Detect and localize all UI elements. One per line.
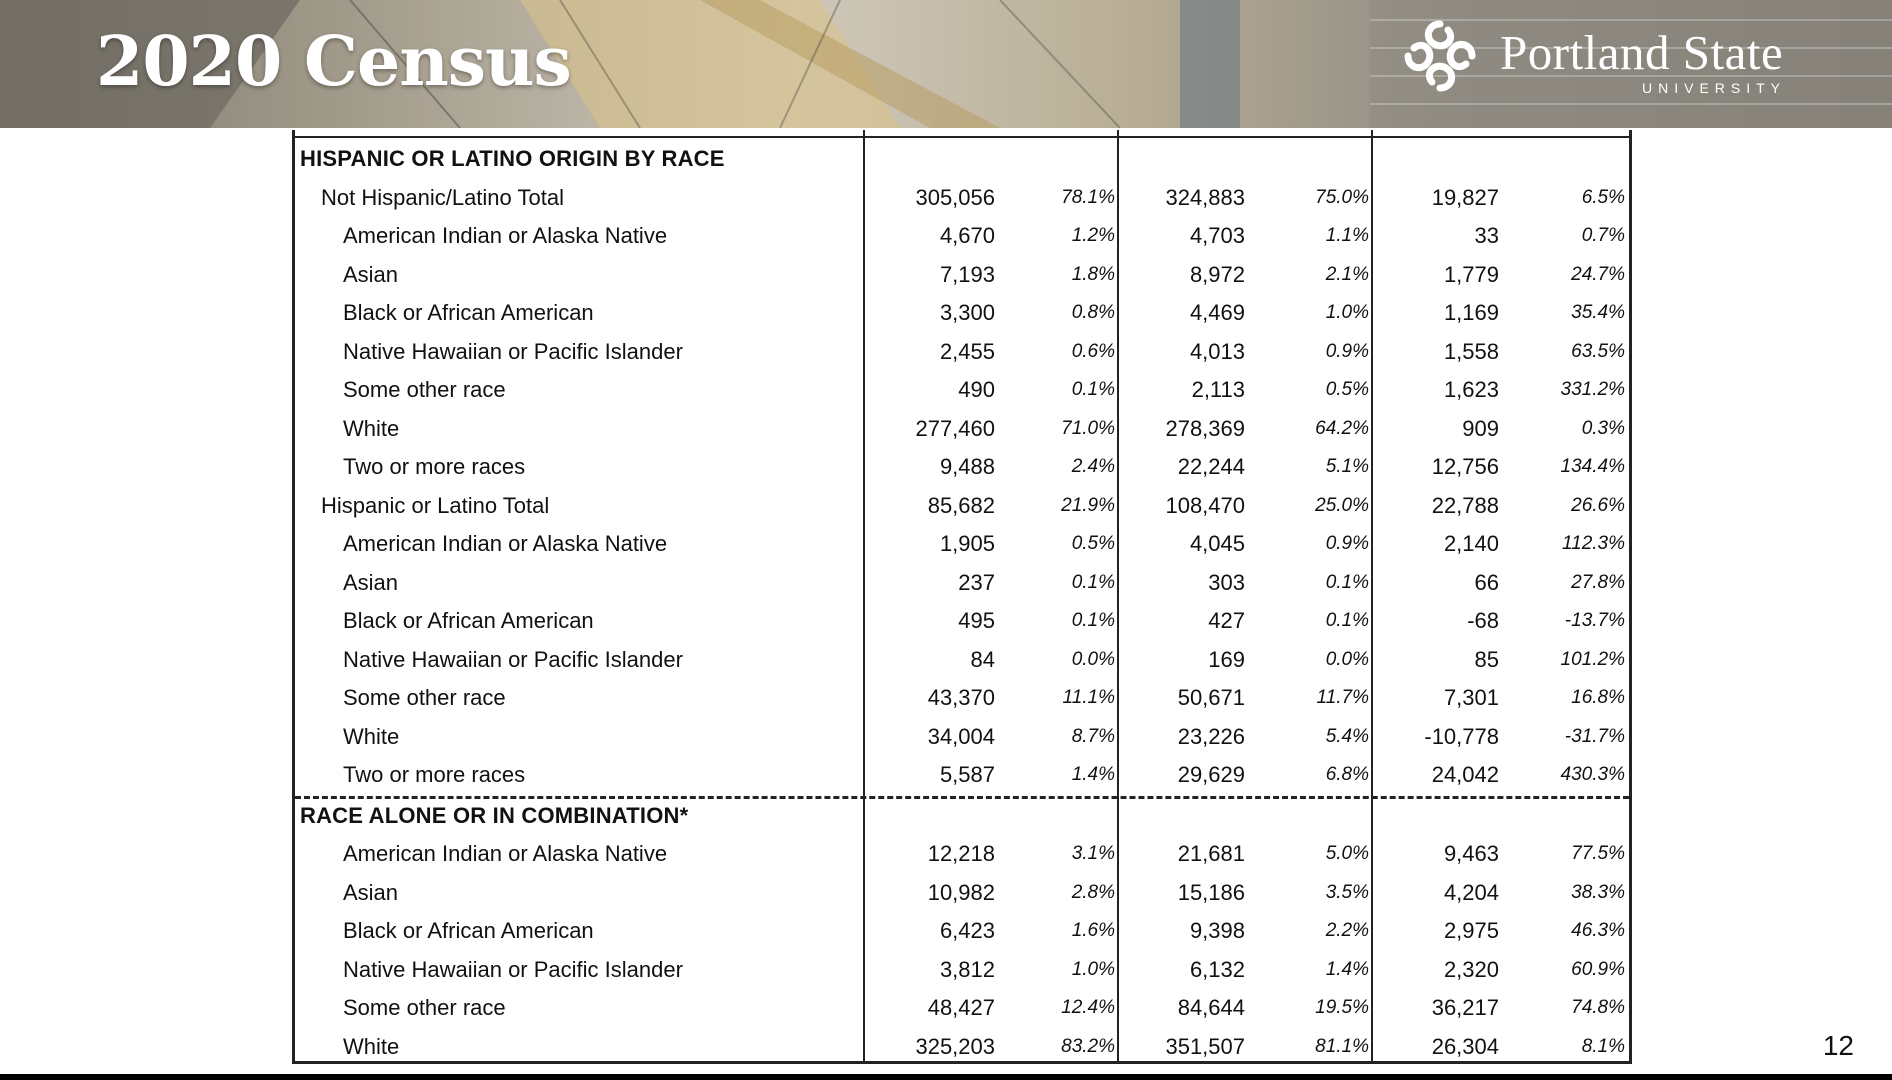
value-cell: 84	[970, 646, 995, 672]
table-row	[295, 525, 1629, 564]
table-row	[295, 294, 1629, 333]
percent-cell: 0.3%	[1581, 417, 1625, 439]
percent-cell: 134.4%	[1560, 456, 1625, 478]
percent-cell: -31.7%	[1564, 725, 1625, 747]
table-row	[295, 602, 1629, 641]
row-label: Asian	[343, 261, 399, 287]
value-cell: 6,132	[1189, 956, 1245, 982]
value-cell: 2,320	[1443, 956, 1499, 982]
university-brand	[1396, 16, 1816, 106]
value-cell: -68	[1467, 608, 1499, 634]
percent-cell: 74.8%	[1571, 997, 1625, 1019]
percent-cell: 6.5%	[1581, 186, 1625, 208]
value-cell: 277,460	[915, 415, 995, 441]
percent-cell: 101.2%	[1560, 648, 1625, 670]
row-label: Black or African American	[343, 608, 594, 634]
percent-cell: 1.0%	[1071, 958, 1115, 980]
value-cell: 6,423	[939, 918, 995, 944]
value-cell: 50,671	[1177, 685, 1245, 711]
percent-cell: 27.8%	[1571, 571, 1625, 593]
value-cell: 3,300	[939, 300, 995, 326]
percent-cell: 78.1%	[1061, 186, 1115, 208]
table-row	[295, 718, 1629, 757]
row-label: Hispanic or Latino Total	[321, 492, 550, 518]
brand-subtitle: UNIVERSITY	[1642, 80, 1787, 96]
value-cell: 8,972	[1189, 261, 1245, 287]
percent-cell: 0.7%	[1581, 225, 1625, 247]
value-cell: 351,507	[1165, 1033, 1245, 1059]
percent-cell: 0.0%	[1325, 648, 1369, 670]
table-row	[295, 256, 1629, 295]
row-label: Some other race	[343, 685, 506, 711]
value-cell: 237	[958, 569, 995, 595]
value-cell: 2,113	[1191, 377, 1245, 403]
value-cell: 29,629	[1177, 762, 1245, 788]
value-cell: 2,455	[939, 338, 995, 364]
value-cell: 1,779	[1443, 261, 1499, 287]
percent-cell: 75.0%	[1315, 186, 1369, 208]
value-cell: 10,982	[927, 879, 995, 905]
value-cell: 2,140	[1443, 531, 1499, 557]
value-cell: 22,788	[1431, 492, 1499, 518]
table-row	[295, 487, 1629, 526]
header-banner	[0, 0, 1892, 128]
row-label: Asian	[343, 879, 399, 905]
value-cell: 24,042	[1431, 762, 1499, 788]
percent-cell: 3.1%	[1071, 843, 1115, 865]
value-cell: 22,244	[1177, 454, 1245, 480]
value-cell: 4,013	[1189, 338, 1245, 364]
percent-cell: 5.4%	[1325, 725, 1369, 747]
percent-cell: 0.1%	[1071, 571, 1115, 593]
percent-cell: 21.9%	[1061, 494, 1115, 516]
percent-cell: 24.7%	[1571, 263, 1625, 285]
row-label: Not Hispanic/Latino Total	[321, 184, 564, 210]
percent-cell: 81.1%	[1315, 1035, 1369, 1057]
section-header-row	[295, 140, 1629, 179]
percent-cell: 8.7%	[1071, 725, 1115, 747]
percent-cell: 2.2%	[1325, 920, 1369, 942]
percent-cell: 0.8%	[1071, 302, 1115, 324]
value-cell: 4,045	[1189, 531, 1245, 557]
percent-cell: 1.1%	[1325, 225, 1369, 247]
percent-cell: 1.2%	[1071, 225, 1115, 247]
row-label: Black or African American	[343, 918, 594, 944]
value-cell: 4,703	[1189, 223, 1245, 249]
value-cell: 4,670	[939, 223, 995, 249]
percent-cell: 1.4%	[1071, 764, 1115, 786]
percent-cell: 77.5%	[1571, 843, 1625, 865]
percent-cell: 71.0%	[1061, 417, 1115, 439]
value-cell: 1,558	[1443, 338, 1499, 364]
percent-cell: 0.5%	[1071, 533, 1115, 555]
row-label: American Indian or Alaska Native	[343, 223, 668, 249]
value-cell: 2,975	[1443, 918, 1499, 944]
value-cell: 5,587	[939, 762, 995, 788]
value-cell: 19,827	[1431, 184, 1499, 210]
value-cell: -10,778	[1424, 723, 1499, 749]
row-label: Asian	[343, 569, 399, 595]
value-cell: 169	[1208, 646, 1245, 672]
percent-cell: 16.8%	[1571, 687, 1625, 709]
percent-cell: 331.2%	[1560, 379, 1625, 401]
page-number: 12	[1822, 1030, 1854, 1061]
row-label: Some other race	[343, 995, 506, 1021]
value-cell: 36,217	[1431, 995, 1499, 1021]
value-cell: 33	[1474, 223, 1499, 249]
percent-cell: 2.4%	[1071, 456, 1115, 478]
percent-cell: 3.5%	[1325, 881, 1369, 903]
percent-cell: 19.5%	[1315, 997, 1369, 1019]
value-cell: 23,226	[1177, 723, 1245, 749]
value-cell: 21,681	[1177, 841, 1245, 867]
bottom-bar	[0, 1074, 1892, 1080]
table-row	[295, 410, 1629, 449]
percent-cell: 11.7%	[1316, 687, 1369, 709]
row-label: American Indian or Alaska Native	[343, 841, 668, 867]
table-row	[295, 679, 1629, 718]
percent-cell: 0.1%	[1325, 571, 1369, 593]
percent-cell: 0.1%	[1071, 379, 1115, 401]
table-row	[295, 217, 1629, 256]
value-cell: 1,169	[1443, 300, 1499, 326]
value-cell: 325,203	[915, 1033, 995, 1059]
row-label: Two or more races	[343, 762, 526, 788]
census-table	[292, 130, 1632, 1064]
value-cell: 85	[1474, 646, 1499, 672]
value-cell: 12,756	[1431, 454, 1499, 480]
value-cell: 909	[1462, 415, 1499, 441]
percent-cell: 0.0%	[1071, 648, 1115, 670]
percent-cell: 1.4%	[1325, 958, 1369, 980]
row-label: Native Hawaiian or Pacific Islander	[343, 956, 683, 982]
percent-cell: 25.0%	[1315, 494, 1369, 516]
value-cell: 85,682	[927, 492, 995, 518]
value-cell: 324,883	[1165, 184, 1245, 210]
table-row	[295, 951, 1629, 990]
table-top-rule	[295, 136, 1629, 138]
percent-cell: 6.8%	[1325, 764, 1369, 786]
value-cell: 84,644	[1177, 995, 1245, 1021]
value-cell: 12,218	[927, 841, 995, 867]
percent-cell: 0.1%	[1071, 610, 1115, 632]
section-header-row	[295, 797, 1629, 836]
value-cell: 48,427	[927, 995, 995, 1021]
percent-cell: 0.9%	[1325, 340, 1369, 362]
percent-cell: 2.1%	[1325, 263, 1369, 285]
value-cell: 1,623	[1443, 377, 1499, 403]
percent-cell: 63.5%	[1571, 340, 1625, 362]
value-cell: 66	[1474, 569, 1499, 595]
percent-cell: 0.1%	[1325, 610, 1369, 632]
value-cell: 9,398	[1189, 918, 1245, 944]
value-cell: 4,469	[1189, 300, 1245, 326]
value-cell: 278,369	[1165, 415, 1245, 441]
value-cell: 3,812	[939, 956, 995, 982]
value-cell: 490	[958, 377, 995, 403]
page-title: 2020 Census	[96, 22, 571, 102]
section-title: HISPANIC OR LATINO ORIGIN BY RACE	[300, 146, 725, 172]
table-row	[295, 835, 1629, 874]
table-row	[295, 989, 1629, 1028]
value-cell: 7,301	[1443, 685, 1499, 711]
value-cell: 43,370	[927, 685, 995, 711]
row-label: White	[343, 723, 400, 749]
table-row	[295, 179, 1629, 218]
value-cell: 1,905	[939, 531, 995, 557]
percent-cell: 38.3%	[1571, 881, 1625, 903]
value-cell: 26,304	[1431, 1033, 1499, 1059]
row-label: Some other race	[343, 377, 506, 403]
percent-cell: 1.6%	[1071, 920, 1115, 942]
percent-cell: 112.3%	[1561, 533, 1625, 555]
row-label: Two or more races	[343, 454, 526, 480]
table-row	[295, 756, 1629, 795]
row-label: Native Hawaiian or Pacific Islander	[343, 646, 683, 672]
value-cell: 15,186	[1177, 879, 1245, 905]
table-row	[295, 912, 1629, 951]
value-cell: 4,204	[1443, 879, 1499, 905]
row-label: White	[343, 415, 400, 441]
percent-cell: 5.1%	[1325, 456, 1369, 478]
table-row	[295, 448, 1629, 487]
row-label: White	[343, 1033, 400, 1059]
psu-logo-icon	[1400, 16, 1480, 96]
table-row	[295, 1028, 1629, 1065]
value-cell: 305,056	[915, 184, 995, 210]
value-cell: 9,463	[1443, 841, 1499, 867]
percent-cell: 26.6%	[1571, 494, 1625, 516]
percent-cell: 5.0%	[1325, 843, 1369, 865]
percent-cell: 64.2%	[1315, 417, 1369, 439]
section-title: RACE ALONE OR IN COMBINATION*	[300, 802, 689, 828]
table-row	[295, 564, 1629, 603]
percent-cell: 12.4%	[1061, 997, 1115, 1019]
value-cell: 7,193	[939, 261, 995, 287]
percent-cell: 35.4%	[1571, 302, 1625, 324]
row-label: Native Hawaiian or Pacific Islander	[343, 338, 683, 364]
value-cell: 9,488	[939, 454, 995, 480]
value-cell: 108,470	[1165, 492, 1245, 518]
table-row	[295, 333, 1629, 372]
percent-cell: 1.8%	[1071, 263, 1115, 285]
percent-cell: -13.7%	[1564, 610, 1625, 632]
percent-cell: 60.9%	[1571, 958, 1625, 980]
percent-cell: 0.5%	[1325, 379, 1369, 401]
percent-cell: 2.8%	[1071, 881, 1115, 903]
table-row	[295, 874, 1629, 913]
value-cell: 427	[1208, 608, 1245, 634]
percent-cell: 83.2%	[1061, 1035, 1115, 1057]
percent-cell: 8.1%	[1581, 1035, 1625, 1057]
value-cell: 34,004	[927, 723, 995, 749]
percent-cell: 11.1%	[1062, 687, 1115, 709]
table-row	[295, 371, 1629, 410]
row-label: Black or African American	[343, 300, 594, 326]
value-cell: 303	[1208, 569, 1245, 595]
percent-cell: 1.0%	[1325, 302, 1369, 324]
row-label: American Indian or Alaska Native	[343, 531, 668, 557]
value-cell: 495	[958, 608, 995, 634]
percent-cell: 0.6%	[1071, 340, 1115, 362]
percent-cell: 430.3%	[1560, 764, 1625, 786]
brand-name: Portland State	[1500, 25, 1784, 80]
table-row	[295, 641, 1629, 680]
percent-cell: 46.3%	[1571, 920, 1625, 942]
percent-cell: 0.9%	[1325, 533, 1369, 555]
